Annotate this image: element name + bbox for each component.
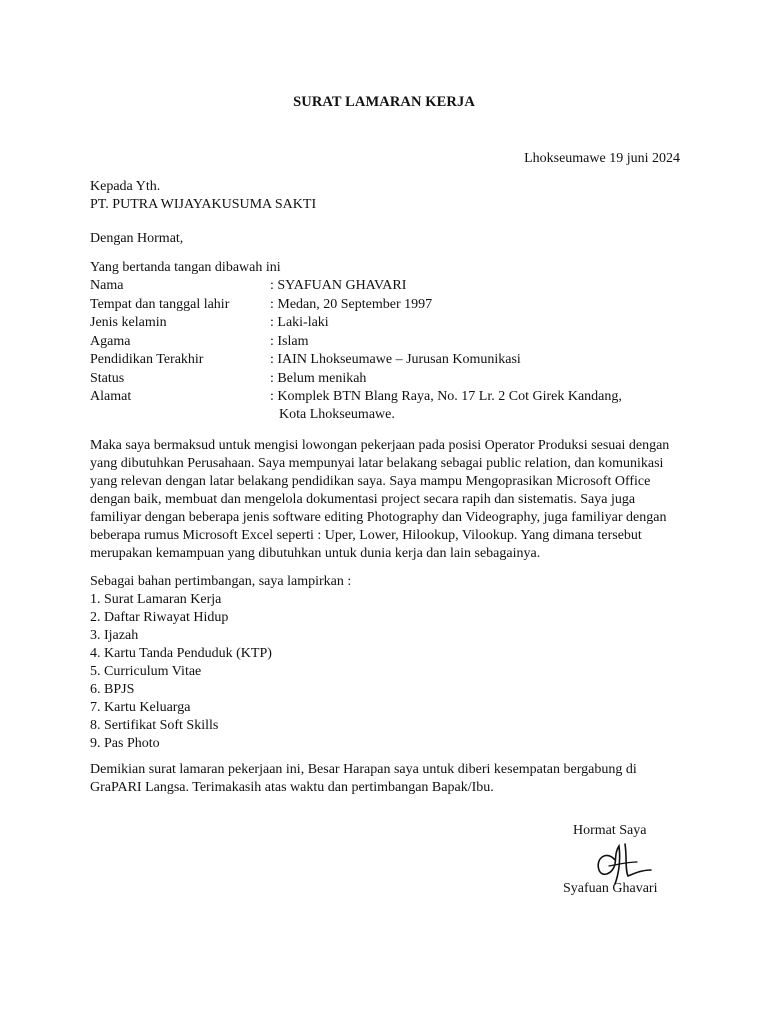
- field-value: : IAIN Lhokseumawe – Jurusan Komunikasi: [270, 352, 521, 367]
- closing-line: Demikian surat lamaran pekerjaan ini, Besar Harapan saya untuk diberi kesempatan bergabung di: [90, 762, 637, 777]
- place-date: Lhokseumawe 19 juni 2024: [524, 151, 680, 166]
- attachment-item: 1. Surat Lamaran Kerja: [90, 592, 222, 607]
- attachment-item: 3. Ijazah: [90, 628, 139, 643]
- letter-title: SURAT LAMARAN KERJA: [293, 94, 475, 110]
- greeting: [90, 230, 183, 248]
- field-value: : SYAFUAN GHAVARI: [270, 278, 407, 293]
- body-line: merupakan kemampuan yang dibutuhkan untuk dunia kerja dan lain sebagainya.: [90, 546, 541, 561]
- body-line: beberapa rumus Microsoft Excel seperti : Uper, Lower, Hilookup, Vilookup. Yang dimana tersebut: [90, 528, 642, 543]
- attachment-item: 9. Pas Photo: [90, 736, 160, 751]
- attachment-item: 8. Sertifikat Soft Skills: [90, 718, 219, 733]
- field-value: : Belum menikah: [270, 370, 367, 386]
- body-line: yang dibutuhkan Perusahaan. Saya mempunyai latar belakang sebagai public relation, dan komunikasi: [90, 456, 664, 471]
- greeting-text: Dengan Hormat,: [90, 231, 184, 246]
- recipient-line: Kepada Yth.: [90, 179, 161, 194]
- body-line: Maka saya bermaksud untuk mengisi lowongan pekerjaan pada posisi Operator Produksi sesuai dengan: [90, 438, 670, 453]
- attachments-intro: Sebagai bahan pertimbangan, saya lampirkan :: [90, 574, 352, 589]
- attachment-item: 4. Kartu Tanda Penduduk (KTP): [90, 646, 272, 661]
- field-label: Agama: [90, 333, 131, 349]
- field-row-gender: [90, 314, 622, 333]
- field-label: Pendidikan Terakhir: [90, 352, 204, 367]
- field-row-status: [90, 370, 622, 389]
- address-line-1: : Komplek BTN Blang Raya, No. 17 Lr. 2 Cot Girek Kandang,: [270, 389, 622, 404]
- field-row-address: [90, 388, 622, 426]
- field-label: Tempat dan tanggal lahir: [90, 296, 230, 312]
- attachment-item: 7. Kartu Keluarga: [90, 700, 191, 715]
- body-line: familiyar dengan beberapa jenis software editing Photography dan Videography, juga familiyar dengan: [90, 510, 667, 525]
- field-row-religion: [90, 333, 622, 352]
- field-label: Nama: [90, 278, 124, 293]
- recipient-block: [90, 178, 316, 214]
- field-row-birth: [90, 296, 622, 315]
- attachment-item: 6. BPJS: [90, 682, 135, 697]
- intro-text: Yang bertanda tangan dibawah ini: [90, 260, 281, 275]
- attachment-item: 5. Curriculum Vitae: [90, 664, 202, 679]
- field-row-name: [90, 277, 622, 296]
- closing-paragraph: [90, 761, 682, 797]
- recipient-company: PT. PUTRA WIJAYAKUSUMA SAKTI: [90, 197, 317, 212]
- closing-line: GraPARI Langsa. Terimakasih atas waktu dan pertimbangan Bapak/Ibu.: [90, 780, 494, 795]
- attachment-item: 2. Daftar Riwayat Hidup: [90, 610, 229, 625]
- field-row-education: [90, 351, 622, 370]
- field-value: : Medan, 20 September 1997: [270, 296, 433, 312]
- signer-name: Syafuan Ghavari: [563, 881, 658, 896]
- field-value: : Islam: [270, 333, 309, 349]
- field-label: Status: [90, 370, 125, 386]
- sign-off: Hormat Saya: [573, 823, 647, 838]
- field-value-address: [270, 388, 622, 426]
- body-line: dengan baik, membuat dan mengelola dokumentasi project secara rapih dan sistematis. Saya juga: [90, 492, 636, 507]
- address-line-2: Kota Lhokseumawe.: [279, 407, 395, 422]
- field-value: : Laki-laki: [270, 315, 329, 330]
- body-line: yang relevan dengan latar belakang pendidikan saya. Saya mampu Mengoprasikan Microsoft Office: [90, 474, 651, 489]
- attachments-section: [90, 573, 682, 753]
- body-paragraph: [90, 437, 682, 563]
- field-label: Alamat: [90, 389, 132, 404]
- applicant-details: [90, 259, 622, 426]
- field-label: Jenis kelamin: [90, 315, 167, 330]
